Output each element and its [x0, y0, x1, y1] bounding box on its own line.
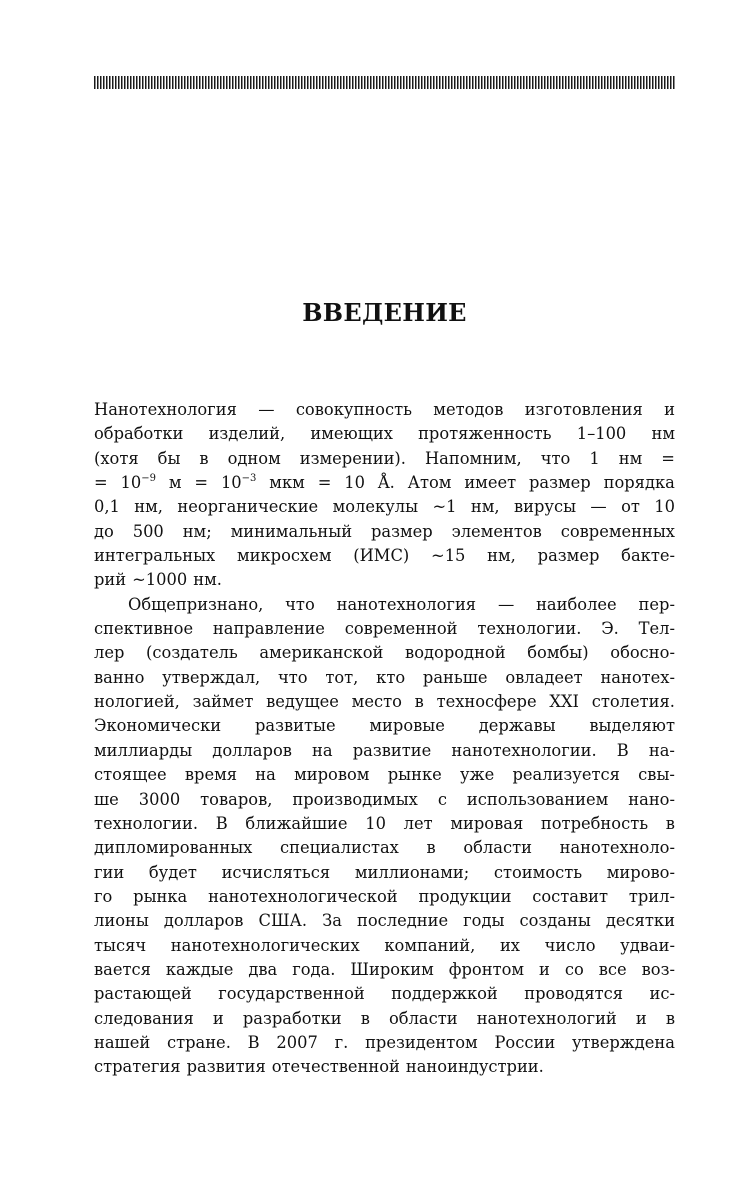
text-line: лионы долларов США. За последние годы созданы десятки [94, 911, 675, 931]
text-line: дипломированных специалистах в области нанотехноло- [94, 838, 675, 858]
decorative-top-rule [94, 76, 675, 89]
text-line: стратегия развития отечественной наноиндустрии. [94, 1057, 544, 1077]
text-line: нологией, займет ведущее место в техносфере XXI столетия. [94, 692, 675, 712]
body-text [94, 398, 675, 1080]
text-line: Нанотехнология — совокупность методов изготовления и [94, 400, 675, 419]
text-line: нашей стране. В 2007 г. президентом России утверждена [94, 1032, 675, 1052]
text-line: 0,1 нм, неорганические молекулы ~1 нм, вирусы — от 10 [94, 497, 675, 517]
text-line: лер (создатель американской водородной бомбы) обосно- [94, 643, 675, 663]
text-line: следования и разработки в области нанотехнологий и в [94, 1008, 675, 1028]
text-line: Общепризнано, что нанотехнология — наиболее пер- [128, 594, 675, 614]
text-line: тысяч нанотехнологических компаний, их число удваи- [94, 935, 675, 955]
paragraph [94, 398, 675, 593]
paragraph [94, 593, 675, 1080]
text-line: интегральных микросхем (ИМС) ~15 нм, размер бакте- [94, 546, 675, 566]
text-line: (хотя бы в одном измерении). Напомним, что 1 нм = [94, 448, 675, 468]
text-line: технологии. В ближайшие 10 лет мировая потребность в [94, 813, 675, 833]
text-line: рий ~1000 нм. [94, 570, 222, 590]
chapter-title: ВВЕДЕНИЕ [302, 298, 467, 327]
text-line: вается каждые два года. Широким фронтом и со все воз- [94, 959, 675, 979]
text-line: растающей государственной поддержкой проводятся ис- [94, 984, 675, 1004]
text-line: го рынка нанотехнологической продукции составит трил- [94, 886, 675, 906]
text-line: до 500 нм; минимальный размер элементов современных [94, 521, 675, 541]
text-line: ванно утверждал, что тот, кто раньше овладеет нанотех- [94, 667, 675, 687]
text-line: спективное направление современной технологии. Э. Тел- [94, 619, 675, 639]
text-line: стоящее время на мировом рынке уже реализуется свы- [94, 765, 675, 785]
text-line: гии будет исчисляться миллионами; стоимость мирово- [94, 862, 675, 882]
text-line: Экономически развитые мировые державы выделяют [94, 716, 675, 736]
text-line: миллиарды долларов на развитие нанотехнологии. В на- [94, 740, 675, 760]
text-line: = $10^{-9}$ м = $10^{-3}$ мкм = 10 Å. Атом имеет размер порядка [94, 473, 675, 493]
text-line: ше 3000 товаров, производимых с использованием нано- [94, 789, 675, 809]
text-line: обработки изделий, имеющих протяженность 1–100 нм [94, 424, 675, 444]
